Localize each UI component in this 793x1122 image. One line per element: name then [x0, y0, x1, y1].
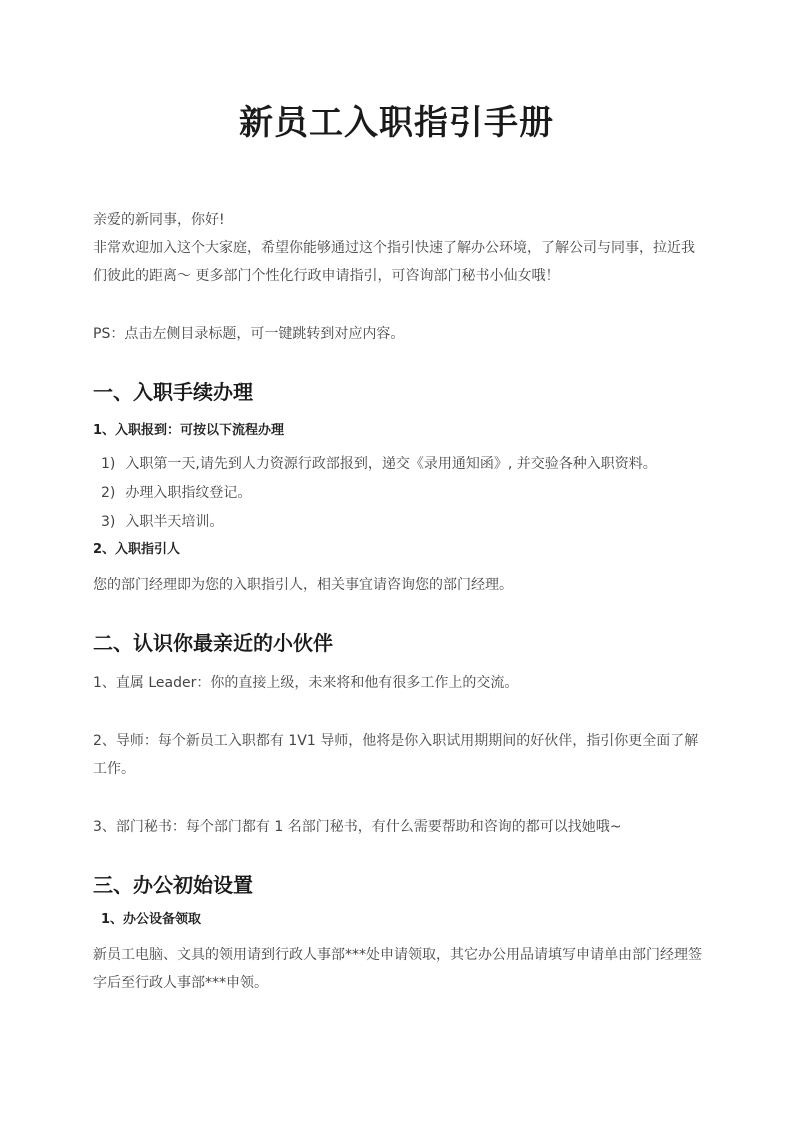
subheading-checkin: 1、入职报到：可按以下流程办理	[93, 423, 285, 438]
equipment-paragraph: 新员工电脑、文具的领用请到行政人事部***处申请领取，其它办公用品请填写申请单由部门经理签字后至行政人事部***申领。	[93, 947, 702, 991]
greeting-paragraph: 亲爱的新同事，你好!	[93, 212, 225, 228]
document-body	[93, 206, 703, 997]
list-number: 3)	[101, 514, 116, 530]
section-heading-partners: 二、认识你最亲近的小伙伴	[93, 631, 333, 655]
ps-paragraph: PS：点击左侧目录标题，可一键跳转到对应内容。	[93, 326, 405, 342]
section-heading-office-setup: 三、办公初始设置	[93, 873, 253, 897]
list-item	[93, 479, 703, 508]
list-item	[93, 508, 703, 537]
subheading-equipment: 1、办公设备领取	[101, 912, 202, 927]
list-text: 入职半天培训。	[125, 514, 224, 530]
list-number: 1)	[101, 456, 116, 472]
subheading-guide: 2、入职指引人	[93, 542, 181, 557]
page-title: 新员工入职指引手册	[239, 103, 554, 143]
list-text: 入职第一天,请先到人力资源行政部报到，递交《录用通知函》, 并交验各种入职资料。	[125, 456, 657, 472]
secretary-paragraph: 3、部门秘书：每个部门都有 1 名部门秘书，有什么需要帮助和咨询的都可以找她哦~	[93, 819, 622, 835]
list-number: 2)	[101, 485, 116, 501]
list-text: 办理入职指纹登记。	[125, 485, 252, 501]
leader-paragraph: 1、直属 Leader：你的直接上级，未来将和他有很多工作上的交流。	[93, 675, 519, 691]
mentor-paragraph: 2、导师：每个新员工入职都有 1V1 导师，他将是你入职试用期期间的好伙伴，指引你更全面了解工作。	[93, 733, 699, 777]
list-item	[93, 450, 703, 479]
section-heading-onboarding: 一、入职手续办理	[93, 380, 253, 404]
guide-paragraph: 您的部门经理即为您的入职指引人，相关事宜请咨询您的部门经理。	[93, 577, 513, 593]
welcome-paragraph: 非常欢迎加入这个大家庭，希望你能够通过这个指引快速了解办公环境，了解公司与同事，拉近我们彼此的距离～ 更多部门个性化行政申请指引，可咨询部门秘书小仙女哦！	[93, 240, 695, 284]
